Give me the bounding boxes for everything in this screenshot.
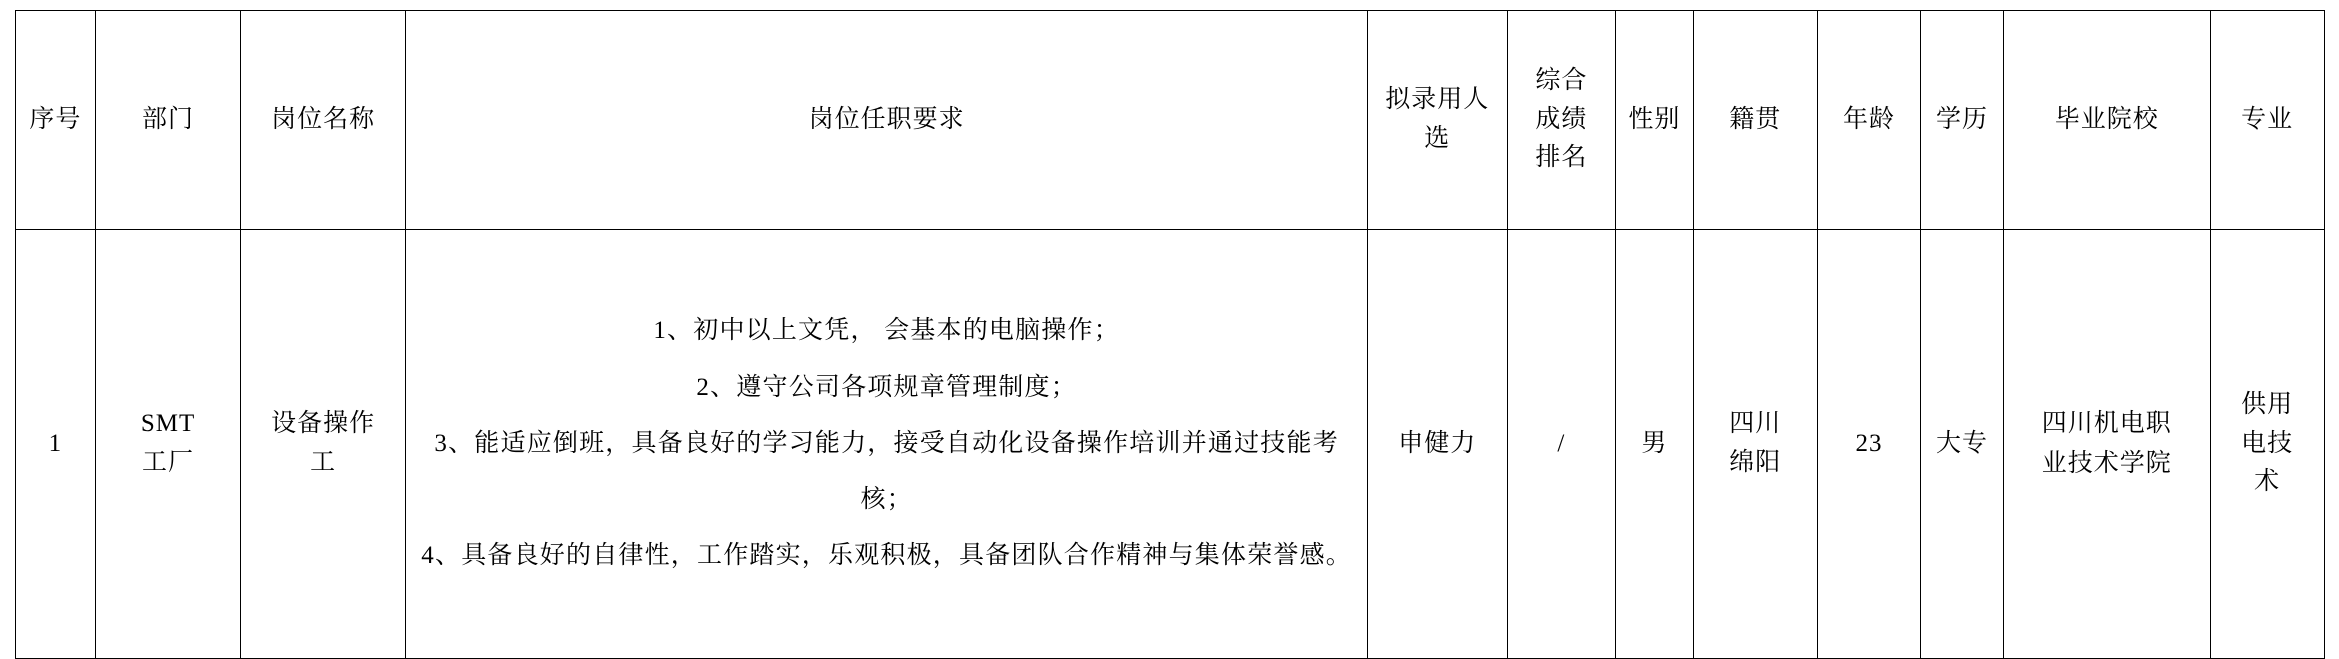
cell-age (1817, 230, 1920, 659)
cell-major (2210, 230, 2324, 659)
cell-department-value: SMT工厂 (140, 410, 196, 476)
header-candidate-label: 拟录用人选 (1385, 86, 1490, 152)
header-gender (1616, 11, 1694, 230)
cell-school (2003, 230, 2210, 659)
header-requirements-label: 岗位任职要求 (808, 106, 965, 134)
header-score-rank-label: 综合成绩排名 (1535, 66, 1588, 172)
cell-position-value: 设备操作工 (271, 410, 376, 476)
table-row (15, 230, 2324, 659)
cell-seq-value: 1 (48, 430, 63, 458)
cell-candidate (1367, 230, 1507, 659)
cell-native-place-value: 四川绵阳 (1729, 410, 1782, 476)
cell-education-value: 大专 (1935, 429, 1988, 457)
requirement-line: 2、遵守公司各项规章管理制度； (696, 373, 1077, 401)
header-candidate (1367, 11, 1507, 230)
cell-seq (15, 230, 96, 659)
recruitment-table (15, 10, 2325, 659)
cell-age-value: 23 (1855, 430, 1883, 458)
header-education-label: 学历 (1935, 105, 1988, 133)
header-seq-label: 序号 (29, 105, 82, 133)
requirement-line: 1、初中以上文凭， 会基本的电脑操作； (653, 317, 1120, 345)
header-major (2210, 11, 2324, 230)
header-score-rank (1507, 11, 1616, 230)
cell-requirements (406, 230, 1368, 659)
header-native-place (1693, 11, 1817, 230)
header-education (1921, 11, 2004, 230)
cell-candidate-value: 申健力 (1398, 430, 1477, 458)
cell-score-rank-value: / (1557, 430, 1566, 458)
table-header (15, 11, 2324, 230)
header-department (96, 11, 241, 230)
requirement-line: 3、能适应倒班，具备良好的学习能力，接受自动化设备操作培训并通过技能考核； (434, 429, 1339, 514)
header-major-label: 专业 (2241, 105, 2294, 133)
cell-department (96, 230, 241, 659)
header-school-label: 毕业院校 (2054, 106, 2159, 133)
header-position-label: 岗位名称 (271, 105, 376, 133)
header-department-label: 部门 (142, 105, 195, 133)
header-seq (15, 11, 96, 230)
requirement-line: 4、具备良好的自律性，工作踏实，乐观积极，具备团队合作精神与集体荣誉感。 (421, 542, 1352, 570)
cell-education (1921, 230, 2004, 659)
cell-gender-value: 男 (1641, 430, 1668, 458)
header-native-place-label: 籍贯 (1729, 105, 1782, 133)
cell-score-rank (1507, 230, 1616, 659)
table-header-row (15, 11, 2324, 230)
header-gender-label: 性别 (1628, 105, 1681, 133)
cell-position (240, 230, 405, 659)
header-requirements (406, 11, 1368, 230)
header-position (240, 11, 405, 230)
cell-gender (1616, 230, 1694, 659)
cell-native-place (1693, 230, 1817, 659)
cell-school-value: 四川机电职业技术学院 (2041, 410, 2172, 477)
header-school (2003, 11, 2210, 230)
cell-major-value: 供用电技术 (2241, 390, 2294, 496)
header-age-label: 年龄 (1842, 105, 1895, 133)
header-age (1817, 11, 1920, 230)
table-body (15, 230, 2324, 659)
